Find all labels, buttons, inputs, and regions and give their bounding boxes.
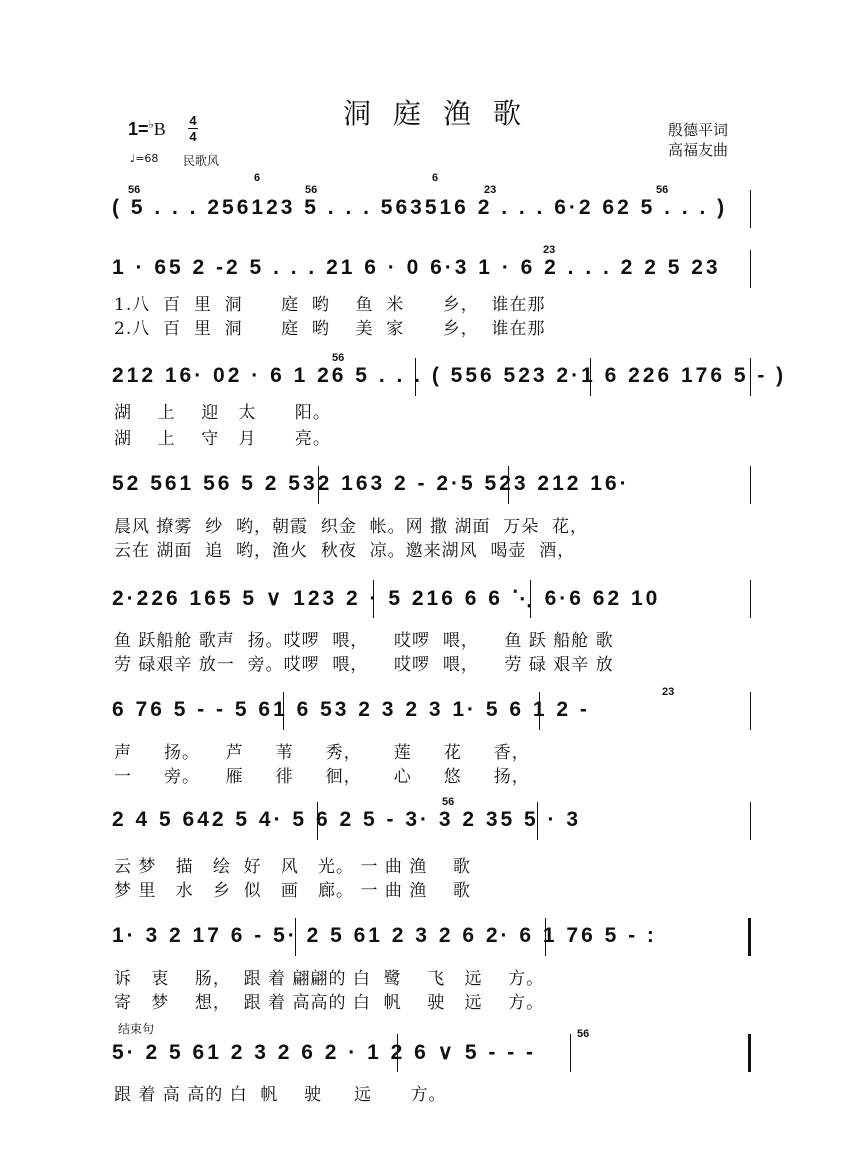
barline <box>545 918 546 956</box>
barline <box>415 358 416 396</box>
notation: ( 5 . . . 256123 5 . . . 563516 2 . . . 6·2 62 5 . . . ) <box>112 196 728 219</box>
notation: 1· 3 2 17 6 - 5· 2 5 61 2 3 2 6 2· 6 1 76 5 - : <box>112 924 657 947</box>
barline <box>317 802 318 840</box>
tuplet-marker: 6 <box>432 172 439 184</box>
key-prefix: 1= <box>128 119 149 139</box>
style-marking: 民歌风 <box>183 154 220 168</box>
score-row-intro <box>112 172 754 236</box>
barline <box>750 802 751 840</box>
notation: 212 16· 02 · 6 1 26 5 . . . ( 556 523 2·1 6 226 176 5 - ) <box>112 364 787 387</box>
barline <box>508 466 509 504</box>
flat-sign: ♭ <box>148 119 154 131</box>
time-bottom: 4 <box>189 129 197 144</box>
grace-note: 56 <box>305 184 318 196</box>
lyric-verse-1: 1.八 百 里 洞 庭 哟 鱼 米 乡， 谁在那 <box>114 295 546 315</box>
lyric-verse-2: 劳 碌艰辛 放一 旁。哎啰 喂， 哎啰 喂， 劳 碌 艰辛 放 <box>114 655 614 675</box>
ending-label: 结束句 <box>118 1022 155 1036</box>
barline <box>750 580 751 618</box>
lyric-verse-1: 云 梦 描 绘 好 风 光。 一 曲 渔 歌 <box>114 857 471 877</box>
barline <box>537 802 538 840</box>
grace-note: 23 <box>484 184 497 196</box>
lyric-verse-1: 晨风 撩雾 纱 哟，朝霞 织金 帐。网 撒 湖面 万朵 花， <box>114 517 589 537</box>
key-signature <box>128 118 166 140</box>
barline <box>750 466 751 504</box>
barline <box>295 918 296 956</box>
score-row-6 <box>112 796 754 848</box>
grace-note: 56 <box>332 352 345 364</box>
barline <box>397 1034 398 1072</box>
lyric-verse-1: 诉 衷 肠， 跟 着 翩翩的 白 鹭 飞 远 方。 <box>114 969 545 989</box>
lyric-verse-1: 鱼 跃船舱 歌声 扬。哎啰 喂， 哎啰 喂， 鱼 跃 船舱 歌 <box>114 631 614 651</box>
barline <box>750 190 751 228</box>
tuplet-marker: 6 <box>254 172 261 184</box>
barline <box>530 580 531 618</box>
notation: 2 4 5 642 5 4· 5 6 2 5 - 3· 3 2 35 5 · 3 <box>112 808 582 831</box>
time-top: 4 <box>189 113 197 128</box>
time-signature <box>188 114 198 143</box>
notation: 52 561 56 5 2 532 163 2 - 2·5 523 212 16· <box>112 472 630 495</box>
lyric-verse-2: 湖 上 守 月 亮。 <box>114 429 331 449</box>
credits <box>668 120 728 160</box>
grace-note: 56 <box>128 184 141 196</box>
score-row-4 <box>112 586 754 626</box>
lyric-verse-2: 寄 梦 想， 跟 着 高高的 白 帆 驶 远 方。 <box>114 993 545 1013</box>
score-row-5 <box>112 686 754 738</box>
barline <box>750 692 751 730</box>
repeat-end-barline <box>748 918 751 956</box>
lyric-verse-1: 湖 上 迎 太 阳。 <box>114 403 331 423</box>
composer: 高福友曲 <box>668 141 729 159</box>
barline <box>750 250 751 288</box>
barline <box>750 358 751 396</box>
barline <box>539 692 540 730</box>
notation: 5· 2 5 61 2 3 2 6 2 · 1 2 6 ∨ 5 - - - <box>112 1041 537 1064</box>
grace-note: 23 <box>543 244 556 256</box>
barline <box>318 466 319 504</box>
notation: 2·226 165 5 ∨ 123 2 · 5 216 6 6 ⋱ 6·6 62 10 <box>112 587 661 610</box>
barline <box>590 358 591 396</box>
notation: 6 76 5 - - 5 61 6 53 2 3 2 3 1· 5 6 1 2 - <box>112 698 590 721</box>
lyric-verse-2: 云在 湖面 追 哟，渔火 秋夜 凉。邀来湖风 喝壶 酒， <box>114 541 576 561</box>
grace-note: 56 <box>442 796 455 808</box>
lyricist: 殷德平词 <box>668 121 729 139</box>
grace-note: 23 <box>662 686 675 698</box>
lyric-verse-1: 声 扬。 芦 苇 秀， 莲 花 香， <box>114 743 530 763</box>
lyric-verse-2: 一 旁。 雁 徘 徊， 心 悠 扬， <box>114 767 530 787</box>
lyric-ending: 跟 着 高 高的 白 帆 驶 远 方。 <box>114 1085 447 1105</box>
barline <box>570 1034 571 1072</box>
tempo-marking: ♩=68 <box>130 152 159 165</box>
score-row-7 <box>112 924 754 964</box>
barline <box>373 580 374 618</box>
key-note: B <box>153 119 166 139</box>
grace-note: 56 <box>656 184 669 196</box>
lyric-verse-2: 梦 里 水 乡 似 画 廊。 一 曲 渔 歌 <box>114 881 471 901</box>
notation: 1 · 65 2 -2 5 . . . 21 6 · 0 6·3 1 · 6 2 . . . 2 2 5 23 <box>112 256 721 279</box>
grace-note: 56 <box>577 1028 590 1040</box>
barline <box>283 692 284 730</box>
lyric-verse-2: 2.八 百 里 洞 庭 哟 美 家 乡， 谁在那 <box>114 319 546 339</box>
song-title: 洞庭渔歌 <box>342 97 543 130</box>
score-row-3 <box>112 472 754 512</box>
final-barline <box>748 1034 751 1072</box>
